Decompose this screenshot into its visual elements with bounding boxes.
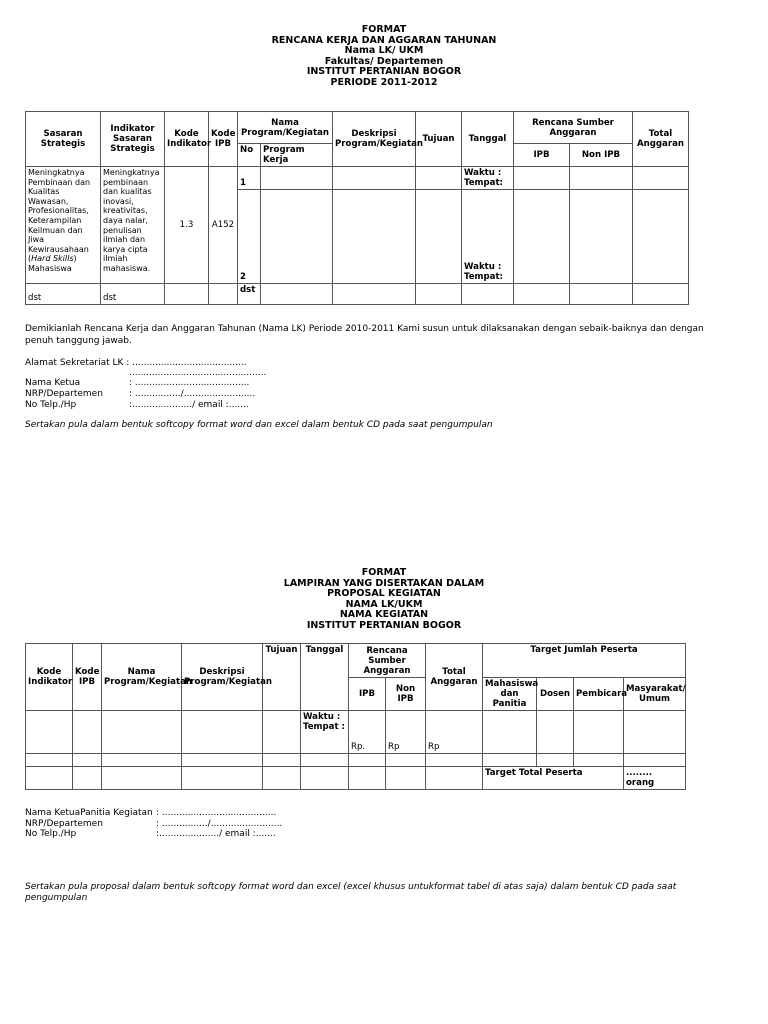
cell-empty [209, 284, 238, 305]
waktu-label: Waktu : [464, 168, 502, 178]
telp-row [25, 400, 249, 411]
th-kode-ipb: Kode IPB [73, 644, 102, 711]
lampiran-table [25, 643, 686, 790]
cell-tanggal-2[interactable] [462, 190, 514, 284]
telp-label: No Telp./Hp [25, 400, 77, 410]
header-line: FORMAT [361, 24, 407, 35]
cell-total-2[interactable] [633, 190, 689, 284]
cell-masyarakat[interactable] [624, 711, 686, 754]
th-kode-indikator: Kode Indikator [26, 644, 73, 711]
th-indikator: Indikator Sasaran Strategis [101, 112, 165, 167]
cell-rp-ipb[interactable]: Rp. [349, 711, 386, 754]
cell-empty [633, 284, 689, 305]
cell-empty [26, 754, 73, 767]
cell-dosen[interactable] [537, 711, 574, 754]
cell-empty [102, 754, 182, 767]
cell-mahasiswa[interactable] [483, 711, 537, 754]
cell-empty [624, 754, 686, 767]
target-total-orang[interactable]: ........ orang [624, 767, 686, 790]
cell-deskripsi-2[interactable] [333, 190, 416, 284]
cell-empty [263, 754, 301, 767]
th-program-kerja: Program Kerja [261, 144, 333, 167]
th-kode-ipb: Kode IPB [209, 112, 238, 167]
cell-indikator: Meningkatnya pembinaan dan kualitas inovasi, kreativitas, daya nalar, penulisan ilmiah dan karya cipta ilmiah mahasiswa. [101, 167, 165, 284]
cell-empty [349, 754, 386, 767]
cell-empty [537, 754, 574, 767]
nrp-value[interactable]: : ................/......................... [129, 389, 256, 399]
cell-tujuan[interactable] [263, 711, 301, 754]
nrp-label: NRP/Departemen [25, 819, 103, 829]
th-total-anggaran: Total Anggaran [426, 644, 483, 711]
rkat-header [0, 25, 768, 88]
th-target-peserta: Target Jumlah Peserta [483, 644, 686, 678]
cell-empty [416, 284, 462, 305]
th-rencana-sumber: Rencana Sumber Anggaran [349, 644, 426, 678]
tempat-label: Tempat: [464, 272, 503, 282]
cell-empty [73, 767, 102, 790]
telp-label: No Telp./Hp [25, 829, 77, 839]
cell-total-1[interactable] [633, 167, 689, 190]
cell-program-1[interactable] [261, 167, 333, 190]
cell-empty [263, 767, 301, 790]
th-mahasiswa: Mahasiswa dan Panitia [483, 678, 537, 711]
cell-empty [386, 767, 426, 790]
header-line: NAMA LK/UKM [345, 598, 423, 610]
th-total-anggaran: Total Anggaran [633, 112, 689, 167]
th-nama-program: Nama Program/Kegiatan [238, 112, 333, 144]
cell-empty [182, 767, 263, 790]
cell-empty [514, 284, 570, 305]
cell-empty [386, 754, 426, 767]
cell-tujuan-1[interactable] [416, 167, 462, 190]
cell-pembicara[interactable] [574, 711, 624, 754]
th-tujuan: Tujuan [263, 644, 301, 711]
th-pembicara: Pembicara [574, 678, 624, 711]
cell-no-2: 2 [238, 190, 261, 284]
cell-empty [301, 754, 349, 767]
tempat-label: Tempat: [464, 178, 503, 188]
cell-empty [182, 754, 263, 767]
th-tanggal: Tanggal [301, 644, 349, 711]
cell-empty [165, 284, 209, 305]
header-line: PROPOSAL KEGIATAN [327, 588, 441, 599]
th-tanggal: Tanggal [462, 112, 514, 167]
cell-dst-indikator: dst [101, 284, 165, 305]
th-deskripsi: Deskripsi Program/Kegiatan [333, 112, 416, 167]
cell-kode-ipb: A152 [209, 167, 238, 284]
header-line: RENCANA KERJA DAN AGGARAN TAHUNAN [271, 34, 497, 46]
th-non-ipb: Non IPB [386, 678, 426, 711]
cell-dst-no: dst [238, 284, 261, 305]
cell-program-2[interactable] [261, 190, 333, 284]
th-no: No [238, 144, 261, 167]
sasaran-text-end: ) Mahasiswa [28, 254, 77, 273]
cell-tanggal[interactable] [301, 711, 349, 754]
sasaran-text: Meningkatnya Pembinaan dan Kualitas Wawasan, Profesionalitas, Keterampilan Keilmuan dan Jiwa Kewirausahaan ( [28, 168, 91, 264]
cell-tujuan-2[interactable] [416, 190, 462, 284]
cell-rp-total[interactable]: Rp [426, 711, 483, 754]
ketua-panitia-row [25, 808, 276, 819]
th-deskripsi: Deskripsi Program/Kegiatan [182, 644, 263, 711]
header-line: INSTITUT PERTANIAN BOGOR [306, 66, 462, 77]
th-sasaran-strategis: Sasaran Strategis [26, 112, 101, 167]
cell-ipb-1[interactable] [514, 167, 570, 190]
softcopy-note: Sertakan pula dalam bentuk softcopy format word dan excel dalam bentuk CD pada saat pengumpulan [25, 420, 493, 430]
cell-empty [301, 767, 349, 790]
cell-kode-indikator: 1.3 [165, 167, 209, 284]
header-line: Nama LK/ UKM [344, 45, 424, 56]
ketua-value[interactable]: : ........................................ [129, 378, 250, 388]
waktu-label: Waktu : [303, 712, 341, 722]
header-line: INSTITUT PERTANIAN BOGOR [306, 619, 462, 631]
cell-empty [261, 284, 333, 305]
th-ipb: IPB [349, 678, 386, 711]
cell-empty [102, 767, 182, 790]
telp-value[interactable]: :...................../ email :....... [156, 829, 276, 839]
cell-deskripsi[interactable] [182, 711, 263, 754]
cell-non-ipb-1[interactable] [570, 167, 633, 190]
cell-empty [574, 754, 624, 767]
cell-empty [426, 767, 483, 790]
target-total-label: Target Total Peserta [483, 767, 624, 790]
cell-empty [73, 754, 102, 767]
header-line: NAMA KEGIATAN [339, 609, 429, 620]
sasaran-italic: Hard Skills [31, 254, 74, 264]
waktu-label: Waktu : [464, 262, 502, 272]
header-line: PERIODE 2011-2012 [330, 76, 438, 88]
nrp-row [25, 389, 255, 400]
th-tujuan: Tujuan [416, 112, 462, 167]
cell-empty [349, 767, 386, 790]
proposal-softcopy-note: Sertakan pula proposal dalam bentuk softcopy format word dan excel (excel khusus untukformat tabel di atas saja) dalam bentuk CD pada saat pengumpulan [25, 882, 677, 903]
lampiran-header [0, 568, 768, 631]
cell-empty [570, 284, 633, 305]
th-kode-indikator: Kode Indikator [165, 112, 209, 167]
cell-nama-program[interactable] [102, 711, 182, 754]
cell-rp-non-ipb[interactable]: Rp [386, 711, 426, 754]
header-line: LAMPIRAN YANG DISERTAKAN DALAM [283, 577, 485, 589]
header-line: FORMAT [361, 567, 407, 578]
th-masyarakat: Masyarakat/ Umum [624, 678, 686, 711]
cell-empty [483, 754, 537, 767]
header-line: Fakultas/ Departemen [324, 55, 444, 67]
ketua-row [25, 378, 249, 389]
th-nama-program: Nama Program/Kegiatan [102, 644, 182, 711]
telp-row [25, 829, 276, 840]
ketua-panitia-label: Nama KetuaPanitia Kegiatan [25, 808, 153, 818]
nrp-label: NRP/Departemen [25, 389, 103, 399]
cell-ipb-2[interactable] [514, 190, 570, 284]
cell-tanggal-1[interactable] [462, 167, 514, 190]
cell-dst-sasaran: dst [26, 284, 101, 305]
ketua-panitia-value[interactable]: : ........................................ [156, 808, 277, 818]
cell-non-ipb-2[interactable] [570, 190, 633, 284]
alamat-line: Alamat Sekretariat LK : ........................................ [25, 358, 247, 368]
cell-empty [333, 284, 416, 305]
ketua-label: Nama Ketua [25, 378, 81, 388]
th-ipb: IPB [514, 144, 570, 167]
rkat-table [25, 111, 689, 305]
th-dosen: Dosen [537, 678, 574, 711]
cell-no-1: 1 [238, 167, 261, 190]
telp-value[interactable]: :...................../ email :....... [129, 400, 249, 410]
th-non-ipb: Non IPB [570, 144, 633, 167]
alamat-cont: ................................................ [129, 368, 267, 378]
cell-deskripsi-1[interactable] [333, 167, 416, 190]
th-rencana-sumber: Rencana Sumber Anggaran [514, 112, 633, 144]
cell-empty [426, 754, 483, 767]
cell-sasaran [26, 167, 101, 284]
nrp-value[interactable]: : ................/......................... [156, 819, 283, 829]
cell-kode-ipb[interactable] [73, 711, 102, 754]
cell-empty [26, 767, 73, 790]
cell-empty [462, 284, 514, 305]
cell-kode-indikator[interactable] [26, 711, 73, 754]
tempat-label: Tempat : [303, 722, 345, 732]
statement-paragraph: Demikianlah Rencana Kerja dan Anggaran Tahunan (Nama LK) Periode 2010-2011 Kami susun untuk dilaksanakan dengan sebaik-baiknya dan dengan penuh tanggung jawab. [25, 324, 704, 346]
